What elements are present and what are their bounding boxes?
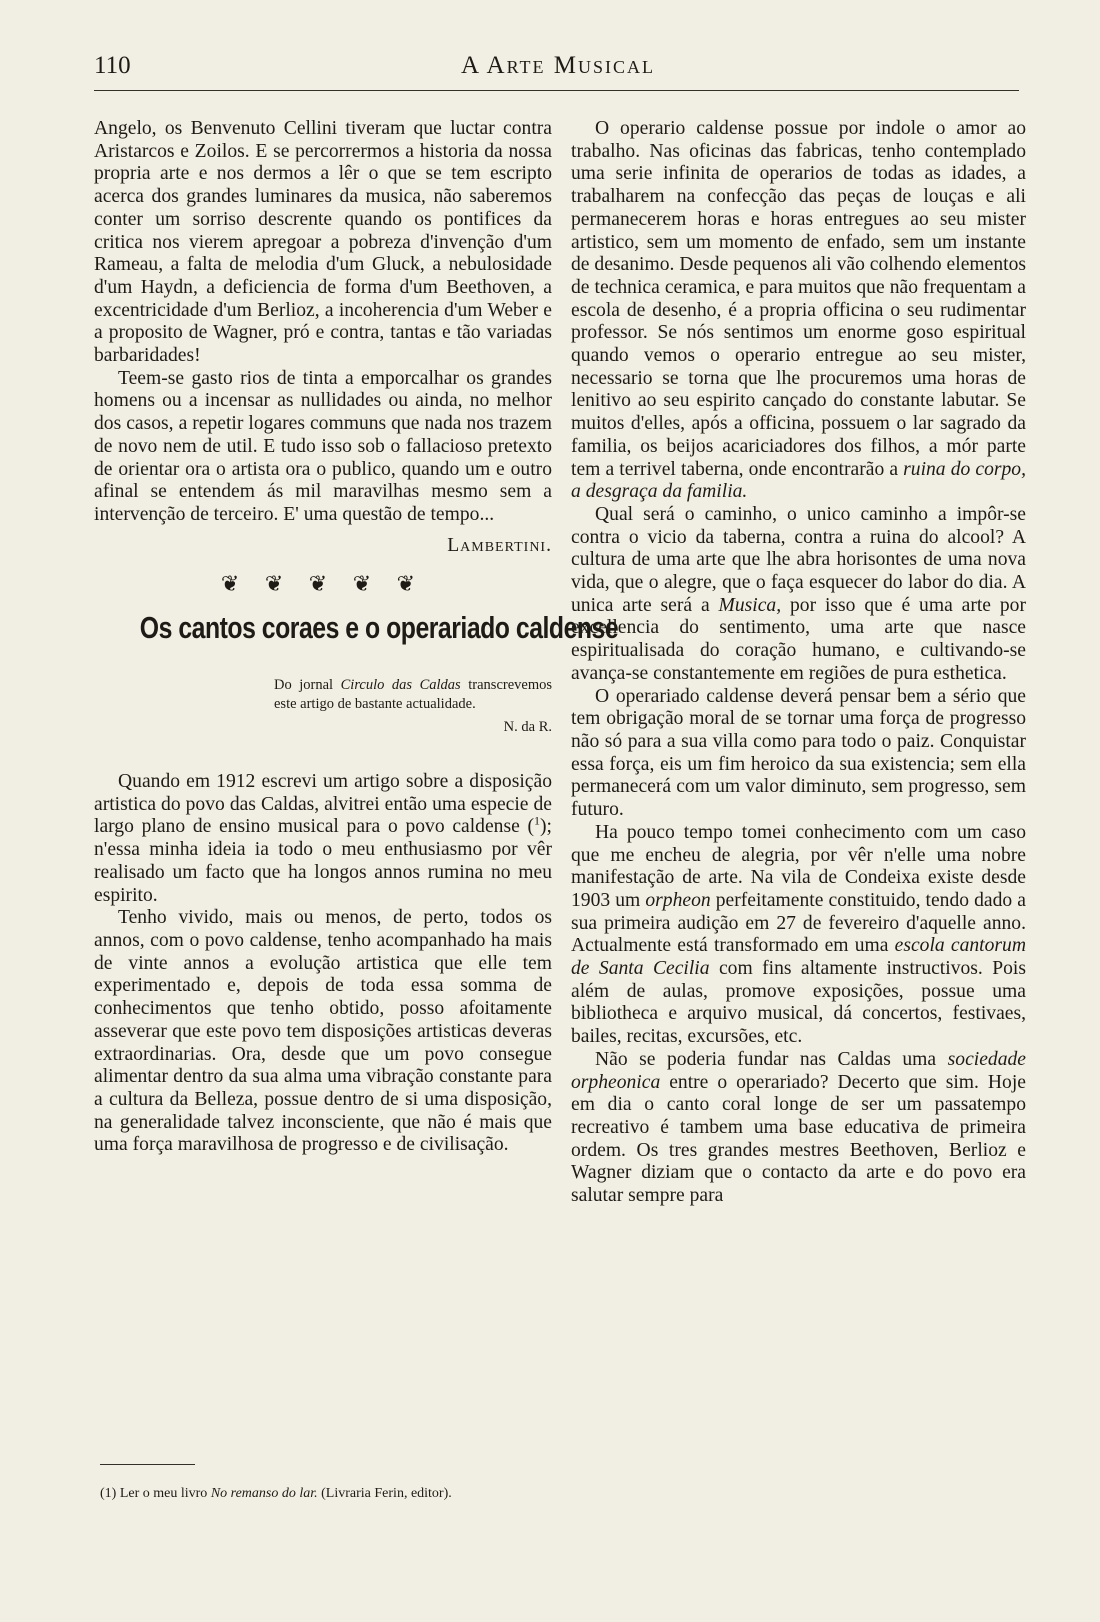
paragraph: O operario caldense possue por indole o amor ao trabalho. Nas oficinas das fabricas, tenho contemplado uma serie infinita de operarios de todas as idades, a trabalharem na confecção das peças de louças e ali permanecerem horas e horas entregues ao seu mister artistico, sem um momento de enfado, sem um instante de desanimo. Desde pequenos ali vão colhendo elementos de technica ceramica, e para muitos que não frequentam a escola de desenho, é a propria officina o seu rudimentar professor. Se nós sentimos um enorme goso espiritual quando vemos o operario entregue ao seu mister, necessario se torna que lhe procuremos uma horas de lenitivo ao seu espirito cançado do constante labutar. Se muitos d'elles, após a officina, possuem o lar sagrado da familia, os beijos acariciadores dos filhos, a mór parte tem a terrivel taberna, onde encontrarão a ruina do corpo, a desgraça da familia. xyxy=(571,118,1026,503)
footnote: (1) Ler o meu livro No remanso do lar. (Livraria Ferin, editor). xyxy=(100,1486,452,1501)
paragraph: Quando em 1912 escrevi um artigo sobre a disposição artistica do povo das Caldas, alvitrei então uma especie de largo plano de ensino musical para o povo caldense ($^1$); n'essa minha ideia ia todo o meu enthusiasmo por vêr realisado um facto que ha longos annos rumina no meu espirito. xyxy=(94,771,552,906)
editor-note xyxy=(274,676,552,737)
author-signature: Lambertini. xyxy=(447,534,552,556)
paragraph: Ha pouco tempo tomei conhecimento com um caso que me encheu de alegria, por vêr n'elle uma nobre manifestação de arte. Na vila de Condeixa existe desde 1903 um orpheon perfeitamente constituido, tendo dado a sua primeira audição em 27 de fevereiro d'aquelle anno. Actualmente está transformado em uma escola cantorum de Santa Cecilia com fins altamente instructivos. Pois além de aulas, promove exposições, possue uma bibliotheca e arquivo musical, dá concertos, festivaes, bailes, recitas, excursões, etc. xyxy=(571,821,1026,1048)
running-title: A Arte Musical xyxy=(461,52,655,79)
paragraph: Qual será o caminho, o unico caminho a impôr-se contra o vicio da taberna, contra a ruina do alcool? A cultura de uma arte que lhe abra horisontes de uma nova vida, que o alegre, que o faça esquecer do labor do dia. A unica arte será a Musica, por isso que é uma arte por excellencia do sentimento, uma arte que nasce espiritualisada do coração humano, e cultivando-se avança-se constantemente em regiões de pura esthetica. xyxy=(571,503,1026,684)
ornament-divider: ❦ ❦ ❦ ❦ ❦ xyxy=(220,571,426,597)
editor-note-signature: N. da R. xyxy=(503,719,552,736)
footnote-rule xyxy=(100,1464,195,1465)
footnote-marker: (1) xyxy=(100,1486,117,1501)
running-header xyxy=(94,48,1022,88)
paragraph: Teem-se gasto rios de tinta a emporcalhar os grandes homens ou a incensar as nullidades ou ainda, no melhor dos casos, a repetir logares communs que nada nos trazem de novo nem de util. E tudo isso sob o fallacioso pretexto de orientar ora o artista ora o publico, quando um e outro afinal se entendem ás mil maravilhas mesmo sem a intervenção de terceiro. E' uma questão de tempo... xyxy=(94,367,552,525)
right-column xyxy=(571,118,1026,1208)
left-column xyxy=(94,118,619,1157)
header-rule xyxy=(94,90,1019,91)
footnote-ref[interactable]: 1 xyxy=(534,813,541,828)
newspaper-name: Circulo das Caldas xyxy=(340,677,461,694)
paragraph: Não se poderia fundar nas Caldas uma sociedade orpheonica entre o operariado? Decerto que sim. Hoje em dia o canto coral longe de ser um passatempo recreativo é tambem uma base educativa de primeira ordem. Os tres grandes mestres Beethoven, Berlioz e Wagner diziam que o contacto da arte e do povo era salutar sempre para xyxy=(571,1048,1026,1207)
paragraph: Angelo, os Benvenuto Cellini tiveram que luctar contra Aristarcos e Zoilos. E se percorrermos a historia da nossa propria arte e nos dermos a lêr o que se tem escripto acerca dos grandes luminares da musica, não saberemos conter um sorriso descrente quando os pontifices da critica nos vierem apregoar a pobreza d'invenção d'um Rameau, a falta de melodia d'um Gluck, a nebulosidade d'um Haydn, a deficiencia de forma d'um Beethoven, a excentricidade d'um Berlioz, a incoherencia d'um Weber e a proposito de Wagner, pró e contra, tantas e tão variadas barbaridades! xyxy=(94,118,552,367)
editor-note-text: Do jornal Circulo das Caldas transcrevemos este artigo de bastante actualidade. xyxy=(274,677,552,713)
paragraph: O operariado caldense deverá pensar bem a sério que tem obrigação moral de se tornar uma força de progresso não só para a sua villa como para todo o paiz. Conquistar essa força, eis um fim heroico da sua existencia; sem ella permanecerá com um valor diminuto, sem progresso, sem futuro. xyxy=(571,685,1026,821)
page-number: 110 xyxy=(94,52,131,79)
paragraph: Tenho vivido, mais ou menos, de perto, todos os annos, com o povo caldense, tenho acompanhado ha mais de vinte annos a evolução artistica que elle tem experimentado e, depois de toda essa somma de conhecimentos que tenho obtido, posso afoitamente asseverar que este povo tem disposições artisticas deveras extraordinarias. Ora, desde que um povo consegue alimentar dentro da sua alma uma vibração constante para a cultura da Belleza, possue dentro de si uma disposição, na generalidade talvez inconsciente, que não é mais que uma força maravilhosa de progresso e de civilisação. xyxy=(94,907,552,1156)
book-title: No remanso do lar. xyxy=(210,1486,318,1501)
article-title: Os cantos coraes e o operariado caldense xyxy=(139,610,619,646)
